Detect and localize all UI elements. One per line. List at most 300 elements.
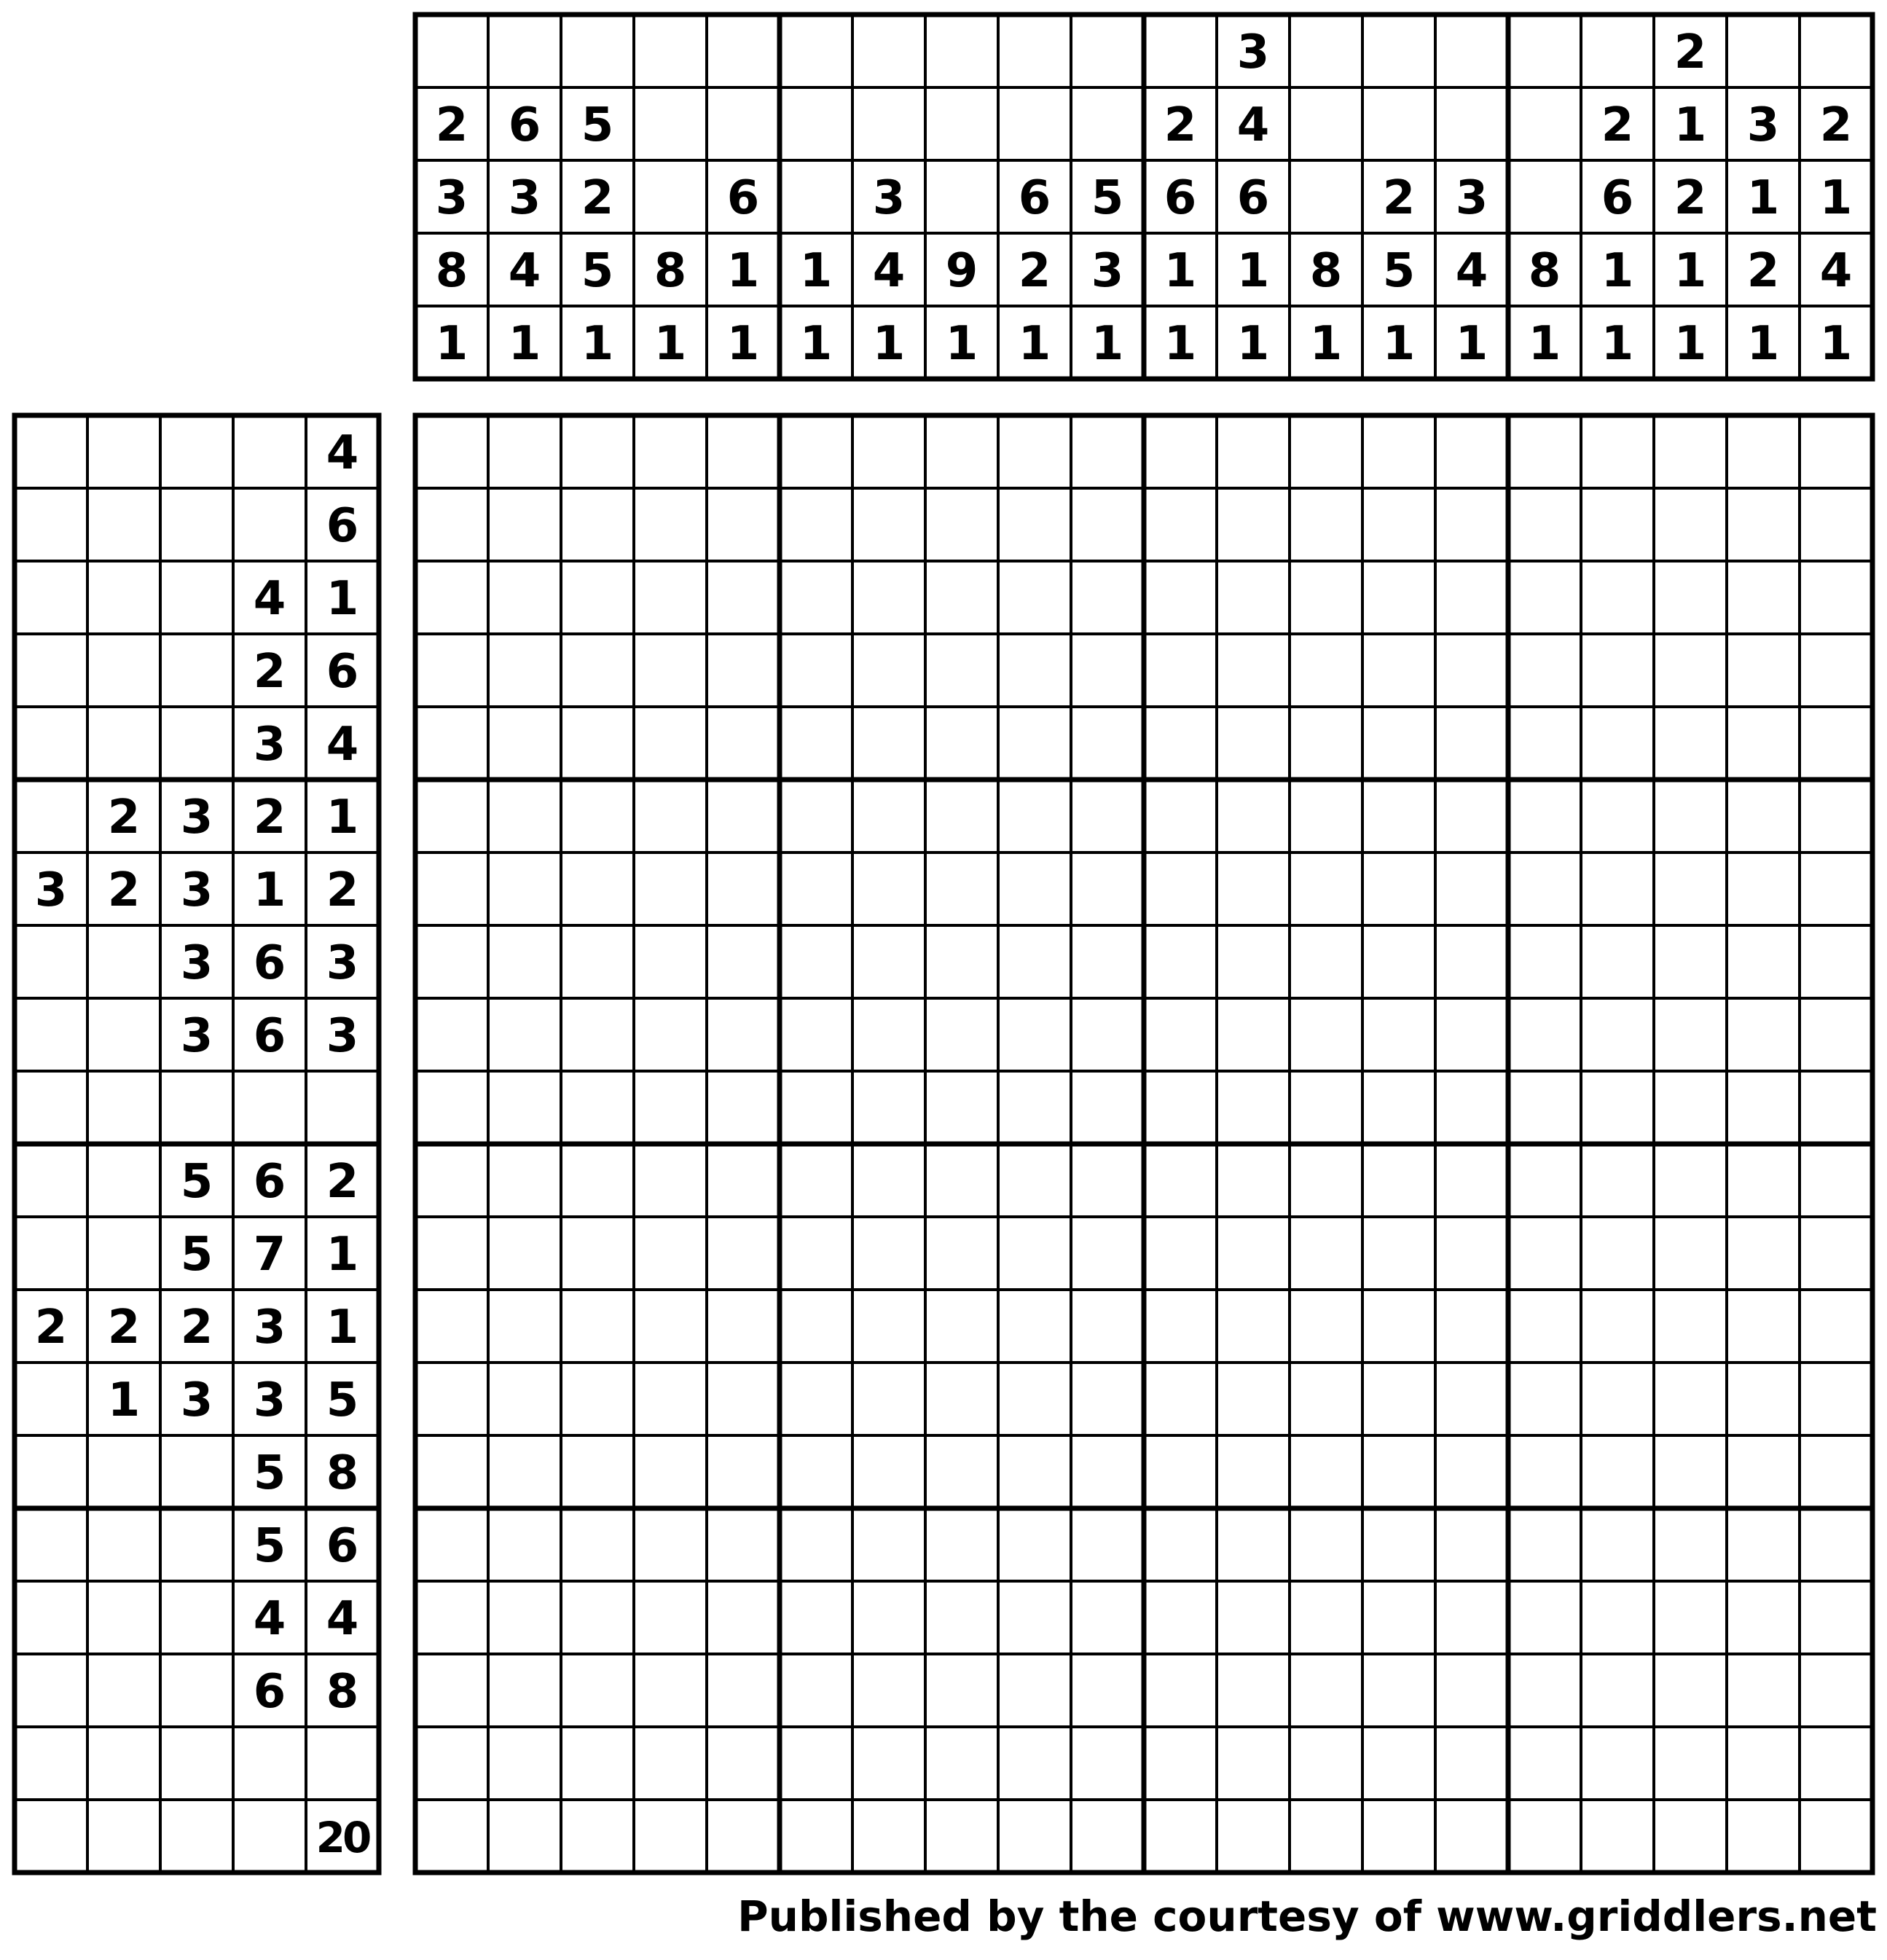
grid-cell[interactable] <box>1654 561 1727 634</box>
grid-cell[interactable] <box>1508 1581 1581 1654</box>
grid-cell[interactable] <box>925 1508 998 1581</box>
grid-cell[interactable] <box>1581 488 1654 561</box>
grid-cell[interactable] <box>998 1800 1071 1873</box>
grid-cell[interactable] <box>1800 415 1872 488</box>
grid-cell[interactable] <box>634 1800 707 1873</box>
grid-cell[interactable] <box>1581 1363 1654 1435</box>
grid-cell[interactable] <box>1290 1217 1362 1290</box>
grid-cell[interactable] <box>634 1071 707 1144</box>
grid-cell[interactable] <box>1508 780 1581 852</box>
grid-cell[interactable] <box>1727 852 1800 925</box>
grid-cell[interactable] <box>1727 1581 1800 1654</box>
grid-cell[interactable] <box>998 925 1071 998</box>
grid-cell[interactable] <box>1727 634 1800 707</box>
grid-cell[interactable] <box>852 488 925 561</box>
grid-cell[interactable] <box>415 998 488 1071</box>
grid-cell[interactable] <box>852 1800 925 1873</box>
grid-cell[interactable] <box>1290 1144 1362 1217</box>
grid-cell[interactable] <box>1071 780 1144 852</box>
grid-cell[interactable] <box>415 1508 488 1581</box>
grid-cell[interactable] <box>1362 488 1435 561</box>
grid-cell[interactable] <box>998 707 1071 780</box>
grid-cell[interactable] <box>852 707 925 780</box>
grid-cell[interactable] <box>1508 1071 1581 1144</box>
grid-cell[interactable] <box>1508 1144 1581 1217</box>
grid-cell[interactable] <box>1435 488 1508 561</box>
grid-cell[interactable] <box>1800 1363 1872 1435</box>
grid-cell[interactable] <box>1071 998 1144 1071</box>
grid-cell[interactable] <box>1217 561 1290 634</box>
grid-cell[interactable] <box>415 1290 488 1363</box>
grid-cell[interactable] <box>561 1654 634 1727</box>
grid-cell[interactable] <box>1217 1508 1290 1581</box>
grid-cell[interactable] <box>1435 1581 1508 1654</box>
grid-cell[interactable] <box>561 415 634 488</box>
grid-cell[interactable] <box>780 1581 852 1654</box>
grid-cell[interactable] <box>561 925 634 998</box>
grid-cell[interactable] <box>1435 561 1508 634</box>
grid-cell[interactable] <box>780 852 852 925</box>
grid-cell[interactable] <box>561 998 634 1071</box>
grid-cell[interactable] <box>1654 1581 1727 1654</box>
grid-cell[interactable] <box>1581 1727 1654 1800</box>
grid-cell[interactable] <box>488 1800 561 1873</box>
grid-cell[interactable] <box>1654 1363 1727 1435</box>
grid-cell[interactable] <box>1435 1217 1508 1290</box>
grid-cell[interactable] <box>634 1727 707 1800</box>
grid-cell[interactable] <box>1144 634 1217 707</box>
grid-cell[interactable] <box>1800 1727 1872 1800</box>
grid-cell[interactable] <box>1217 1435 1290 1508</box>
grid-cell[interactable] <box>1800 1144 1872 1217</box>
grid-cell[interactable] <box>1362 1217 1435 1290</box>
grid-cell[interactable] <box>1508 634 1581 707</box>
grid-cell[interactable] <box>998 1290 1071 1363</box>
grid-cell[interactable] <box>1508 488 1581 561</box>
grid-cell[interactable] <box>925 1071 998 1144</box>
grid-cell[interactable] <box>1508 561 1581 634</box>
grid-cell[interactable] <box>1581 707 1654 780</box>
grid-cell[interactable] <box>561 852 634 925</box>
grid-cell[interactable] <box>634 1654 707 1727</box>
grid-cell[interactable] <box>415 561 488 634</box>
grid-cell[interactable] <box>925 1581 998 1654</box>
grid-cell[interactable] <box>1217 1654 1290 1727</box>
grid-cell[interactable] <box>998 1144 1071 1217</box>
grid-cell[interactable] <box>998 1217 1071 1290</box>
grid-cell[interactable] <box>998 998 1071 1071</box>
grid-cell[interactable] <box>1362 561 1435 634</box>
grid-cell[interactable] <box>561 707 634 780</box>
grid-cell[interactable] <box>1727 561 1800 634</box>
grid-cell[interactable] <box>1654 1654 1727 1727</box>
grid-cell[interactable] <box>1727 1363 1800 1435</box>
grid-cell[interactable] <box>1727 1435 1800 1508</box>
grid-cell[interactable] <box>415 780 488 852</box>
grid-cell[interactable] <box>1727 415 1800 488</box>
grid-cell[interactable] <box>1581 1290 1654 1363</box>
grid-cell[interactable] <box>707 780 780 852</box>
grid-cell[interactable] <box>1508 1508 1581 1581</box>
grid-cell[interactable] <box>1654 415 1727 488</box>
grid-cell[interactable] <box>1581 1071 1654 1144</box>
grid-cell[interactable] <box>561 780 634 852</box>
grid-cell[interactable] <box>780 561 852 634</box>
grid-cell[interactable] <box>707 634 780 707</box>
grid-cell[interactable] <box>1654 1217 1727 1290</box>
grid-cell[interactable] <box>415 634 488 707</box>
grid-cell[interactable] <box>1435 1363 1508 1435</box>
grid-cell[interactable] <box>1362 1071 1435 1144</box>
grid-cell[interactable] <box>1727 1144 1800 1217</box>
grid-cell[interactable] <box>780 707 852 780</box>
grid-cell[interactable] <box>1217 780 1290 852</box>
grid-cell[interactable] <box>780 1800 852 1873</box>
grid-cell[interactable] <box>780 415 852 488</box>
grid-cell[interactable] <box>415 1217 488 1290</box>
grid-cell[interactable] <box>1800 1508 1872 1581</box>
grid-cell[interactable] <box>1290 925 1362 998</box>
grid-cell[interactable] <box>852 1435 925 1508</box>
grid-cell[interactable] <box>998 1071 1071 1144</box>
grid-cell[interactable] <box>1654 634 1727 707</box>
grid-cell[interactable] <box>1362 1363 1435 1435</box>
grid-cell[interactable] <box>1435 998 1508 1071</box>
grid-cell[interactable] <box>1144 415 1217 488</box>
grid-cell[interactable] <box>1800 634 1872 707</box>
grid-cell[interactable] <box>1071 1290 1144 1363</box>
grid-cell[interactable] <box>1071 488 1144 561</box>
grid-cell[interactable] <box>1144 1800 1217 1873</box>
grid-cell[interactable] <box>634 925 707 998</box>
grid-cell[interactable] <box>634 1290 707 1363</box>
grid-cell[interactable] <box>852 1654 925 1727</box>
grid-cell[interactable] <box>780 925 852 998</box>
grid-cell[interactable] <box>1290 780 1362 852</box>
grid-cell[interactable] <box>561 1435 634 1508</box>
grid-cell[interactable] <box>1727 707 1800 780</box>
grid-cell[interactable] <box>925 1800 998 1873</box>
grid-cell[interactable] <box>1654 1435 1727 1508</box>
grid-cell[interactable] <box>1217 852 1290 925</box>
grid-cell[interactable] <box>488 852 561 925</box>
grid-cell[interactable] <box>1290 1363 1362 1435</box>
grid-cell[interactable] <box>998 488 1071 561</box>
grid-cell[interactable] <box>1654 1508 1727 1581</box>
grid-cell[interactable] <box>925 1435 998 1508</box>
grid-cell[interactable] <box>1581 852 1654 925</box>
grid-cell[interactable] <box>707 925 780 998</box>
grid-cell[interactable] <box>1435 1071 1508 1144</box>
grid-cell[interactable] <box>852 1727 925 1800</box>
grid-cell[interactable] <box>852 415 925 488</box>
grid-cell[interactable] <box>1144 852 1217 925</box>
grid-cell[interactable] <box>707 998 780 1071</box>
grid-cell[interactable] <box>1581 1581 1654 1654</box>
grid-cell[interactable] <box>852 1508 925 1581</box>
grid-cell[interactable] <box>780 634 852 707</box>
grid-cell[interactable] <box>925 415 998 488</box>
grid-cell[interactable] <box>1727 1727 1800 1800</box>
grid-cell[interactable] <box>707 1508 780 1581</box>
grid-cell[interactable] <box>998 852 1071 925</box>
grid-cell[interactable] <box>1290 1508 1362 1581</box>
grid-cell[interactable] <box>925 1217 998 1290</box>
grid-cell[interactable] <box>634 998 707 1071</box>
grid-cell[interactable] <box>852 852 925 925</box>
grid-cell[interactable] <box>415 1071 488 1144</box>
grid-cell[interactable] <box>707 415 780 488</box>
grid-cell[interactable] <box>634 1435 707 1508</box>
grid-cell[interactable] <box>1435 1290 1508 1363</box>
grid-cell[interactable] <box>1071 1800 1144 1873</box>
grid-cell[interactable] <box>1581 1800 1654 1873</box>
grid-cell[interactable] <box>1654 707 1727 780</box>
grid-cell[interactable] <box>1144 561 1217 634</box>
grid-cell[interactable] <box>1362 998 1435 1071</box>
grid-cell[interactable] <box>488 1217 561 1290</box>
grid-cell[interactable] <box>1727 925 1800 998</box>
grid-cell[interactable] <box>780 1071 852 1144</box>
grid-cell[interactable] <box>852 1071 925 1144</box>
grid-cell[interactable] <box>780 1290 852 1363</box>
grid-cell[interactable] <box>1144 488 1217 561</box>
grid-cell[interactable] <box>1217 1217 1290 1290</box>
grid-cell[interactable] <box>488 1727 561 1800</box>
grid-cell[interactable] <box>780 1508 852 1581</box>
grid-cell[interactable] <box>1071 1727 1144 1800</box>
grid-cell[interactable] <box>1654 998 1727 1071</box>
grid-cell[interactable] <box>488 415 561 488</box>
grid-cell[interactable] <box>1727 1217 1800 1290</box>
grid-cell[interactable] <box>1508 1435 1581 1508</box>
grid-cell[interactable] <box>925 925 998 998</box>
grid-cell[interactable] <box>1581 1654 1654 1727</box>
grid-cell[interactable] <box>707 852 780 925</box>
grid-cell[interactable] <box>1435 925 1508 998</box>
grid-cell[interactable] <box>1217 1290 1290 1363</box>
grid-cell[interactable] <box>707 1144 780 1217</box>
grid-cell[interactable] <box>925 488 998 561</box>
grid-cell[interactable] <box>1654 1800 1727 1873</box>
grid-cell[interactable] <box>1435 1800 1508 1873</box>
grid-cell[interactable] <box>1362 1654 1435 1727</box>
grid-cell[interactable] <box>707 707 780 780</box>
grid-cell[interactable] <box>488 707 561 780</box>
grid-cell[interactable] <box>415 707 488 780</box>
grid-cell[interactable] <box>1435 1144 1508 1217</box>
grid-cell[interactable] <box>780 488 852 561</box>
grid-cell[interactable] <box>1362 852 1435 925</box>
grid-cell[interactable] <box>1217 415 1290 488</box>
grid-cell[interactable] <box>561 634 634 707</box>
grid-cell[interactable] <box>1362 1727 1435 1800</box>
grid-cell[interactable] <box>561 1363 634 1435</box>
grid-cell[interactable] <box>1727 780 1800 852</box>
grid-cell[interactable] <box>1727 1654 1800 1727</box>
grid-cell[interactable] <box>707 1581 780 1654</box>
grid-cell[interactable] <box>707 1071 780 1144</box>
grid-cell[interactable] <box>1654 780 1727 852</box>
grid-cell[interactable] <box>561 1217 634 1290</box>
grid-cell[interactable] <box>1800 488 1872 561</box>
grid-cell[interactable] <box>1217 634 1290 707</box>
grid-cell[interactable] <box>1144 1727 1217 1800</box>
grid-cell[interactable] <box>634 1508 707 1581</box>
grid-cell[interactable] <box>488 1144 561 1217</box>
grid-cell[interactable] <box>780 998 852 1071</box>
grid-cell[interactable] <box>634 561 707 634</box>
grid-cell[interactable] <box>1508 707 1581 780</box>
grid-cell[interactable] <box>1362 925 1435 998</box>
grid-cell[interactable] <box>1217 998 1290 1071</box>
grid-cell[interactable] <box>780 1144 852 1217</box>
grid-cell[interactable] <box>561 1144 634 1217</box>
grid-cell[interactable] <box>1800 1654 1872 1727</box>
grid-cell[interactable] <box>561 1508 634 1581</box>
grid-cell[interactable] <box>1071 561 1144 634</box>
grid-cell[interactable] <box>1508 1363 1581 1435</box>
grid-cell[interactable] <box>1144 1581 1217 1654</box>
grid-cell[interactable] <box>925 1290 998 1363</box>
grid-cell[interactable] <box>1144 1217 1217 1290</box>
grid-cell[interactable] <box>707 1217 780 1290</box>
grid-cell[interactable] <box>1290 634 1362 707</box>
grid-cell[interactable] <box>561 561 634 634</box>
grid-cell[interactable] <box>1435 780 1508 852</box>
grid-cell[interactable] <box>1071 925 1144 998</box>
grid-cell[interactable] <box>415 852 488 925</box>
grid-cell[interactable] <box>1800 561 1872 634</box>
grid-cell[interactable] <box>488 634 561 707</box>
grid-cell[interactable] <box>634 1144 707 1217</box>
grid-cell[interactable] <box>1727 1508 1800 1581</box>
grid-cell[interactable] <box>1435 415 1508 488</box>
grid-cell[interactable] <box>1290 1435 1362 1508</box>
grid-cell[interactable] <box>1654 1290 1727 1363</box>
grid-cell[interactable] <box>998 1363 1071 1435</box>
grid-cell[interactable] <box>852 998 925 1071</box>
grid-cell[interactable] <box>561 1071 634 1144</box>
grid-cell[interactable] <box>1362 634 1435 707</box>
grid-cell[interactable] <box>1508 1727 1581 1800</box>
grid-cell[interactable] <box>1217 1581 1290 1654</box>
grid-cell[interactable] <box>1217 1800 1290 1873</box>
grid-cell[interactable] <box>1144 1435 1217 1508</box>
grid-cell[interactable] <box>1435 1654 1508 1727</box>
grid-cell[interactable] <box>1800 1581 1872 1654</box>
grid-cell[interactable] <box>488 780 561 852</box>
grid-cell[interactable] <box>1071 1144 1144 1217</box>
grid-cell[interactable] <box>1435 852 1508 925</box>
grid-cell[interactable] <box>634 1363 707 1435</box>
grid-cell[interactable] <box>1144 1071 1217 1144</box>
grid-cell[interactable] <box>1290 707 1362 780</box>
grid-cell[interactable] <box>1581 1217 1654 1290</box>
grid-cell[interactable] <box>488 998 561 1071</box>
grid-cell[interactable] <box>1581 998 1654 1071</box>
grid-cell[interactable] <box>1362 415 1435 488</box>
grid-cell[interactable] <box>561 488 634 561</box>
grid-cell[interactable] <box>925 1727 998 1800</box>
grid-cell[interactable] <box>852 1144 925 1217</box>
grid-cell[interactable] <box>488 561 561 634</box>
grid-cell[interactable] <box>1290 1290 1362 1363</box>
grid-cell[interactable] <box>1144 1363 1217 1435</box>
grid-cell[interactable] <box>925 634 998 707</box>
grid-cell[interactable] <box>1144 998 1217 1071</box>
grid-cell[interactable] <box>998 780 1071 852</box>
grid-cell[interactable] <box>998 1654 1071 1727</box>
grid-cell[interactable] <box>1217 1144 1290 1217</box>
grid-cell[interactable] <box>852 561 925 634</box>
grid-cell[interactable] <box>852 780 925 852</box>
grid-cell[interactable] <box>1800 925 1872 998</box>
grid-cell[interactable] <box>780 1435 852 1508</box>
grid-cell[interactable] <box>634 1581 707 1654</box>
grid-cell[interactable] <box>925 1654 998 1727</box>
grid-cell[interactable] <box>1071 852 1144 925</box>
grid-cell[interactable] <box>1071 415 1144 488</box>
grid-cell[interactable] <box>1654 1727 1727 1800</box>
grid-cell[interactable] <box>1362 1144 1435 1217</box>
grid-cell[interactable] <box>1581 561 1654 634</box>
grid-cell[interactable] <box>1800 1290 1872 1363</box>
grid-cell[interactable] <box>1071 634 1144 707</box>
grid-cell[interactable] <box>1581 1435 1654 1508</box>
grid-cell[interactable] <box>1071 1654 1144 1727</box>
grid-cell[interactable] <box>1362 1581 1435 1654</box>
grid-cell[interactable] <box>634 1217 707 1290</box>
grid-cell[interactable] <box>1508 925 1581 998</box>
grid-cell[interactable] <box>1071 1581 1144 1654</box>
grid-cell[interactable] <box>415 1435 488 1508</box>
grid-cell[interactable] <box>488 1508 561 1581</box>
grid-cell[interactable] <box>707 561 780 634</box>
grid-cell[interactable] <box>1508 1290 1581 1363</box>
grid-cell[interactable] <box>707 1435 780 1508</box>
grid-cell[interactable] <box>1654 925 1727 998</box>
grid-cell[interactable] <box>488 1435 561 1508</box>
grid-cell[interactable] <box>634 488 707 561</box>
grid-cell[interactable] <box>561 1581 634 1654</box>
grid-cell[interactable] <box>925 852 998 925</box>
grid-cell[interactable] <box>415 488 488 561</box>
grid-cell[interactable] <box>488 488 561 561</box>
grid-cell[interactable] <box>998 1508 1071 1581</box>
grid-cell[interactable] <box>1217 707 1290 780</box>
grid-cell[interactable] <box>925 1144 998 1217</box>
grid-cell[interactable] <box>1217 1727 1290 1800</box>
grid-cell[interactable] <box>1290 1727 1362 1800</box>
grid-cell[interactable] <box>1217 1071 1290 1144</box>
grid-cell[interactable] <box>1654 488 1727 561</box>
grid-cell[interactable] <box>1071 707 1144 780</box>
grid-cell[interactable] <box>1435 634 1508 707</box>
grid-cell[interactable] <box>780 1217 852 1290</box>
grid-cell[interactable] <box>1581 780 1654 852</box>
grid-cell[interactable] <box>998 561 1071 634</box>
grid-cell[interactable] <box>415 925 488 998</box>
grid-cell[interactable] <box>1217 488 1290 561</box>
grid-cell[interactable] <box>415 1144 488 1217</box>
grid-cell[interactable] <box>1362 707 1435 780</box>
grid-cell[interactable] <box>1435 1727 1508 1800</box>
grid-cell[interactable] <box>1144 1144 1217 1217</box>
grid-cell[interactable] <box>1727 1800 1800 1873</box>
grid-cell[interactable] <box>415 1363 488 1435</box>
grid-cell[interactable] <box>852 925 925 998</box>
